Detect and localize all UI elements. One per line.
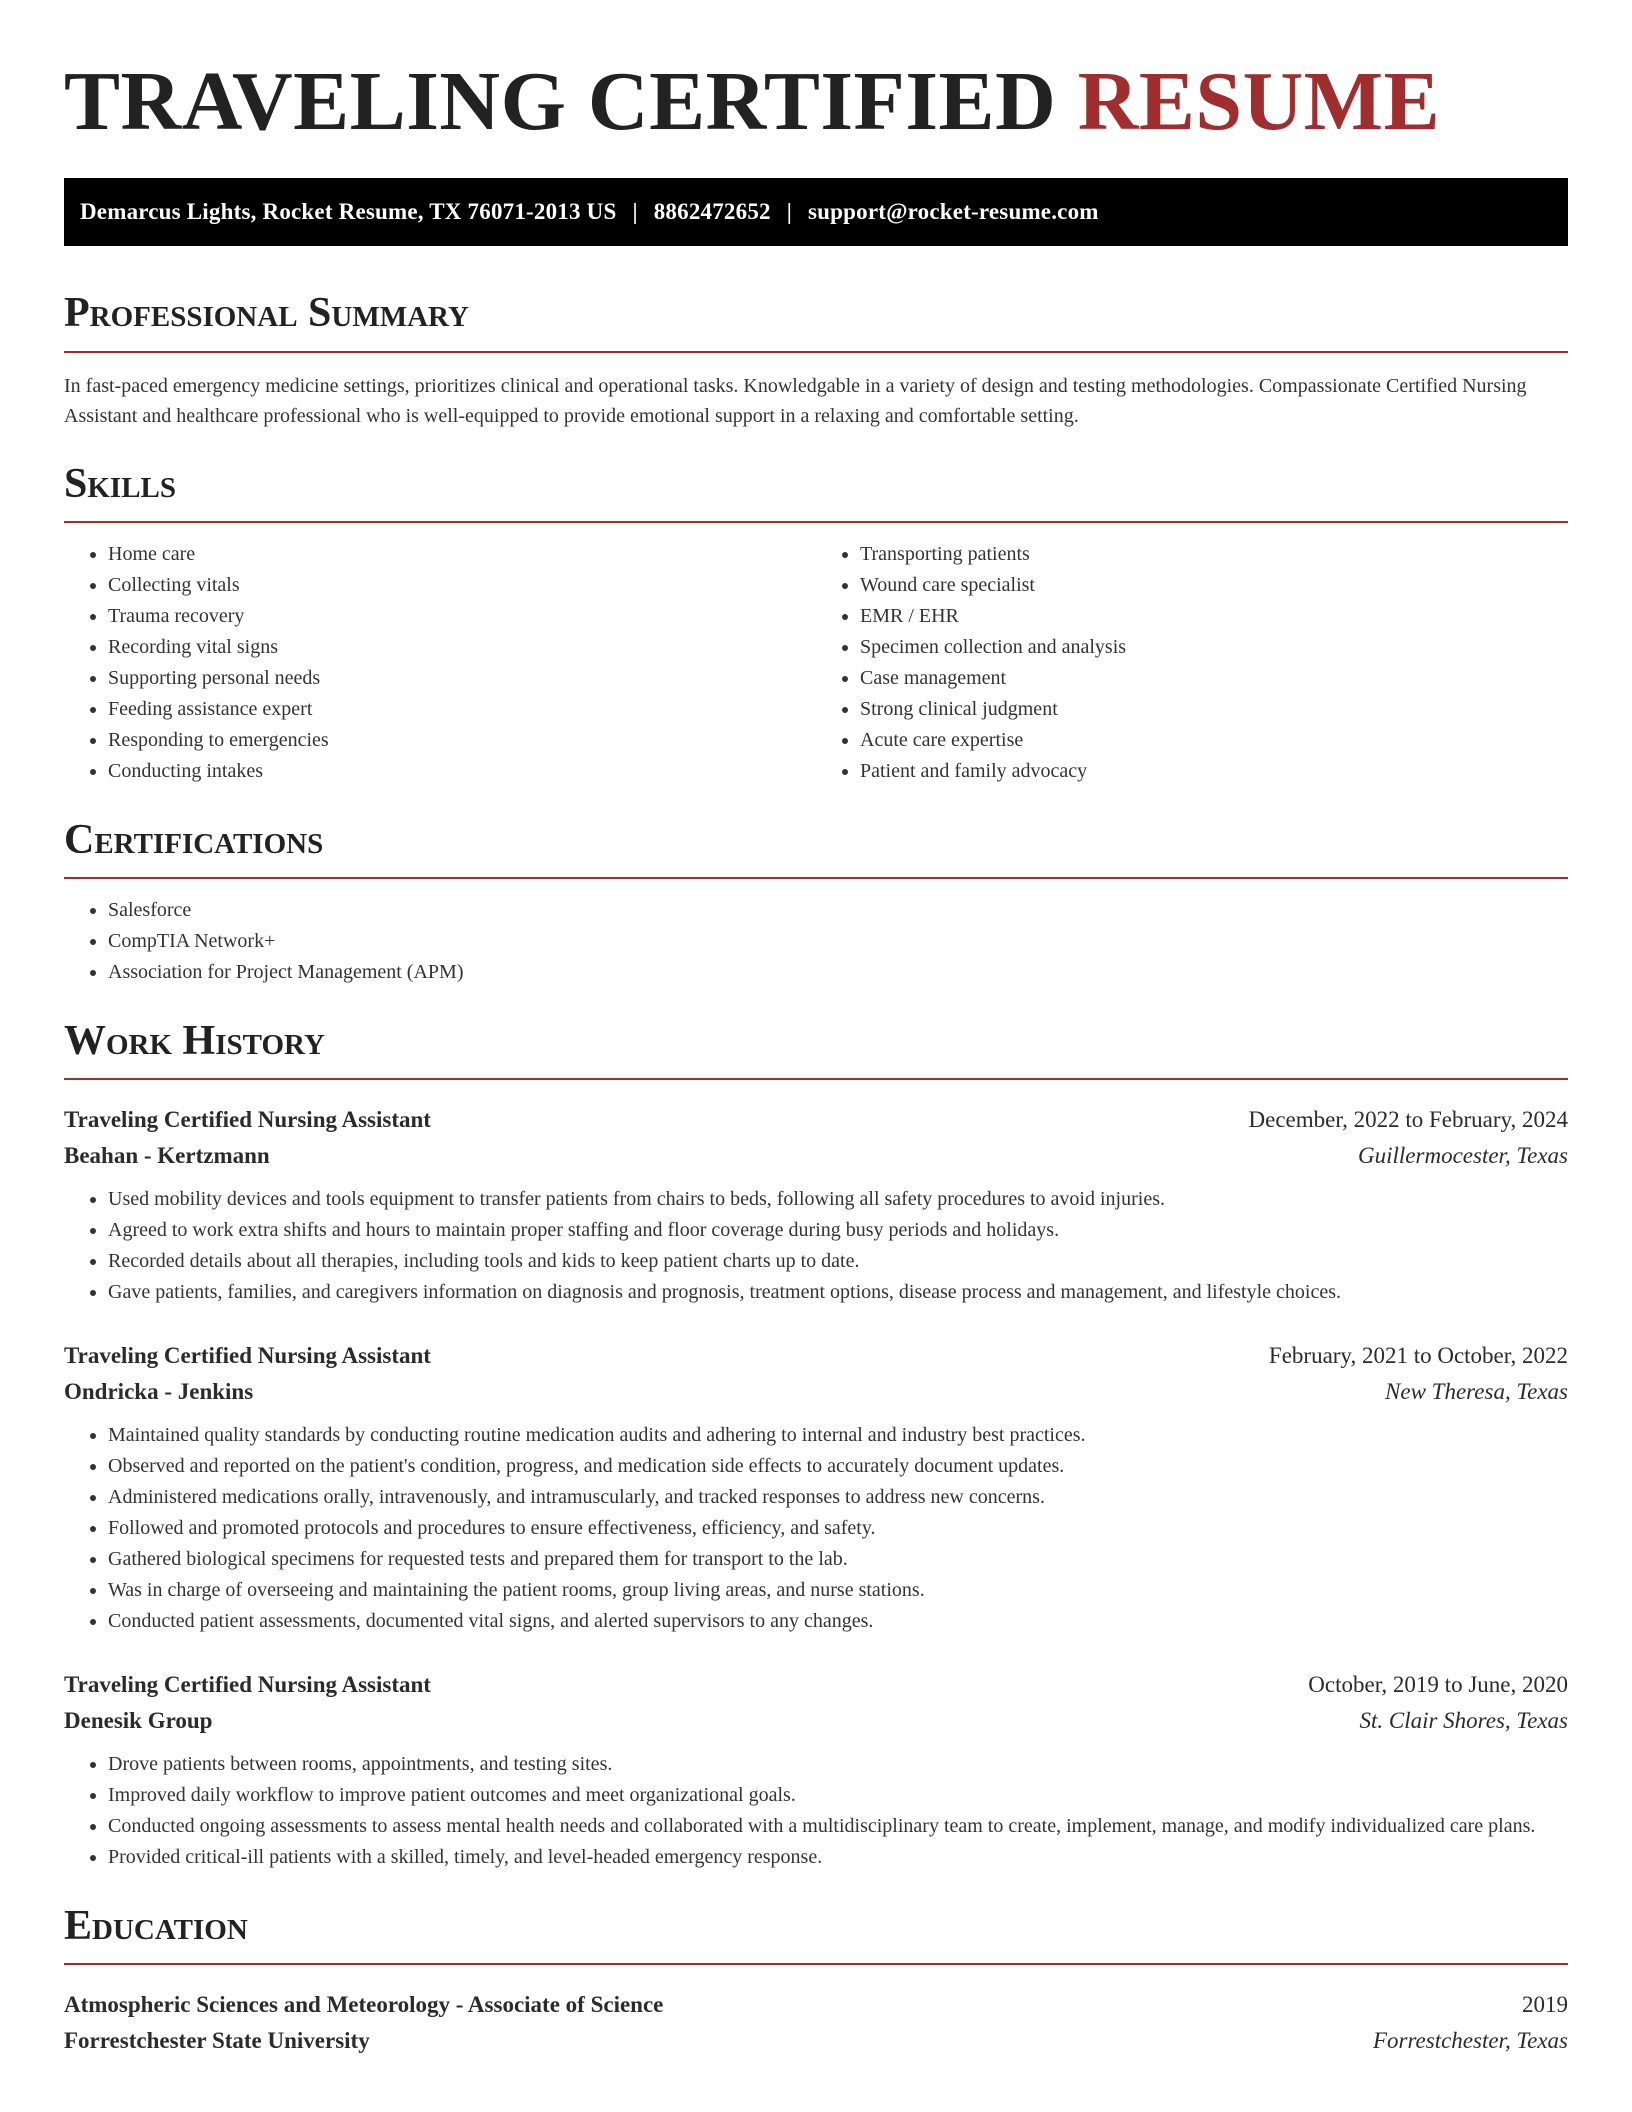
education-year: 2019 <box>1522 1992 1568 2018</box>
job-company-row <box>64 1138 1568 1174</box>
contact-email: support@rocket-resume.com <box>808 199 1099 225</box>
skill-item: • Recording vital signs <box>108 632 816 663</box>
skill-item: • Acute care expertise <box>860 725 1568 756</box>
education-school-row <box>64 2023 1568 2059</box>
job-bullet: • Recorded details about all therapies, including tools and kids to keep patient charts up to date. <box>108 1246 1568 1277</box>
job-company: Denesik Group <box>64 1708 213 1734</box>
skill-item: • Feeding assistance expert <box>108 694 816 725</box>
job-bullet: • Conducted patient assessments, documented vital signs, and alerted supervisors to any changes. <box>108 1606 1568 1637</box>
job-bullet: • Drove patients between rooms, appointments, and testing sites. <box>108 1749 1568 1780</box>
job-location: New Theresa, Texas <box>1385 1379 1568 1405</box>
title-accent: RESUME <box>1077 55 1441 148</box>
job-company-row <box>64 1703 1568 1739</box>
job-entry <box>64 1102 1568 1308</box>
section-heading-work-history: Work History <box>64 1018 1568 1080</box>
skill-item: • Responding to emergencies <box>108 725 816 756</box>
education-entry <box>64 1987 1568 2059</box>
job-dates: October, 2019 to June, 2020 <box>1308 1672 1568 1698</box>
skill-item: • EMR / EHR <box>860 601 1568 632</box>
skill-item: • Transporting patients <box>860 539 1568 570</box>
skills-list-left <box>64 539 816 787</box>
skill-item: • Collecting vitals <box>108 570 816 601</box>
skill-item: • Trauma recovery <box>108 601 816 632</box>
certification-item: • Salesforce <box>108 895 1568 926</box>
skill-item: • Patient and family advocacy <box>860 756 1568 787</box>
job-dates: February, 2021 to October, 2022 <box>1268 1343 1568 1369</box>
job-header-row <box>64 1667 1568 1703</box>
job-bullet: • Followed and promoted protocols and procedures to ensure effectiveness, efficiency, and safety. <box>108 1513 1568 1544</box>
job-bullet: • Administered medications orally, intravenously, and intramuscularly, and tracked responses to address new concerns. <box>108 1482 1568 1513</box>
job-title: Traveling Certified Nursing Assistant <box>64 1107 431 1133</box>
contact-bar <box>64 178 1568 246</box>
skills-list-right <box>816 539 1568 787</box>
contact-separator: | <box>786 199 792 225</box>
skill-item: • Wound care specialist <box>860 570 1568 601</box>
skill-item: • Case management <box>860 663 1568 694</box>
job-title: Traveling Certified Nursing Assistant <box>64 1672 431 1698</box>
education-location: Forrestchester, Texas <box>1372 2028 1568 2054</box>
job-company: Beahan - Kertzmann <box>64 1143 270 1169</box>
resume-title <box>64 56 1568 148</box>
section-heading-education: Education <box>64 1903 1568 1965</box>
job-bullet: • Was in charge of overseeing and maintaining the patient rooms, group living areas, and nurse stations. <box>108 1575 1568 1606</box>
education-header-row <box>64 1987 1568 2023</box>
job-location: Guillermocester, Texas <box>1358 1143 1568 1169</box>
education-school: Forrestchester State University <box>64 2028 370 2054</box>
job-entry <box>64 1667 1568 1873</box>
skill-item: • Strong clinical judgment <box>860 694 1568 725</box>
certifications-list <box>64 895 1568 988</box>
summary-text: In fast-paced emergency medicine settings, prioritizes clinical and operational tasks. Knowledgable in a variety of design and testing methodologies. Compassionate Certified Nursing Assistant and healthcare professional who is well-equipped to provide emotional support in a relaxing and comfortable setting. <box>64 374 1527 427</box>
job-bullet: • Maintained quality standards by conducting routine medication audits and adhering to internal and industry best practices. <box>108 1420 1568 1451</box>
job-bullet: • Agreed to work extra shifts and hours to maintain proper staffing and floor coverage during busy periods and holidays. <box>108 1215 1568 1246</box>
job-bullet: • Observed and reported on the patient's condition, progress, and medication side effects to accurately document updates. <box>108 1451 1568 1482</box>
skill-item: • Supporting personal needs <box>108 663 816 694</box>
job-company-row <box>64 1374 1568 1410</box>
job-bullet: • Gave patients, families, and caregivers information on diagnosis and prognosis, treatment options, disease process and management, and lifestyle choices. <box>108 1277 1568 1308</box>
job-bullet: • Improved daily workflow to improve patient outcomes and meet organizational goals. <box>108 1780 1568 1811</box>
job-bullets <box>64 1184 1568 1308</box>
job-bullet: • Used mobility devices and tools equipment to transfer patients from chairs to beds, following all safety procedures to avoid injuries. <box>108 1184 1568 1215</box>
section-heading-certifications: Certifications <box>64 817 1568 879</box>
contact-phone: 8862472652 <box>653 199 771 225</box>
certification-item: • Association for Project Management (APM) <box>108 957 1568 988</box>
job-bullets <box>64 1749 1568 1873</box>
job-dates: December, 2022 to February, 2024 <box>1248 1107 1568 1133</box>
skill-item: • Specimen collection and analysis <box>860 632 1568 663</box>
job-title: Traveling Certified Nursing Assistant <box>64 1343 431 1369</box>
contact-separator: | <box>632 199 638 225</box>
skill-item: • Home care <box>108 539 816 570</box>
job-entry <box>64 1338 1568 1637</box>
skill-item: • Conducting intakes <box>108 756 816 787</box>
job-bullet: • Conducted ongoing assessments to assess mental health needs and collaborated with a multidisciplinary team to create, implement, manage, and modify individualized care plans. <box>108 1811 1568 1842</box>
job-location: St. Clair Shores, Texas <box>1359 1708 1568 1734</box>
skills-grid <box>64 523 1568 787</box>
job-header-row <box>64 1338 1568 1374</box>
contact-address: Demarcus Lights, Rocket Resume, TX 76071-2013 US <box>80 199 617 225</box>
job-bullet: • Gathered biological specimens for requested tests and prepared them for transport to the lab. <box>108 1544 1568 1575</box>
job-company: Ondricka - Jenkins <box>64 1379 254 1405</box>
section-heading-summary: Professional Summary <box>64 290 1568 352</box>
section-heading-skills: Skills <box>64 461 1568 523</box>
title-main: TRAVELING CERTIFIED <box>64 55 1057 148</box>
certification-item: • CompTIA Network+ <box>108 926 1568 957</box>
job-bullets <box>64 1420 1568 1637</box>
job-bullet: • Provided critical-ill patients with a skilled, timely, and level-headed emergency response. <box>108 1842 1568 1873</box>
education-degree: Atmospheric Sciences and Meteorology - Associate of Science <box>64 1992 664 2018</box>
job-header-row <box>64 1102 1568 1138</box>
